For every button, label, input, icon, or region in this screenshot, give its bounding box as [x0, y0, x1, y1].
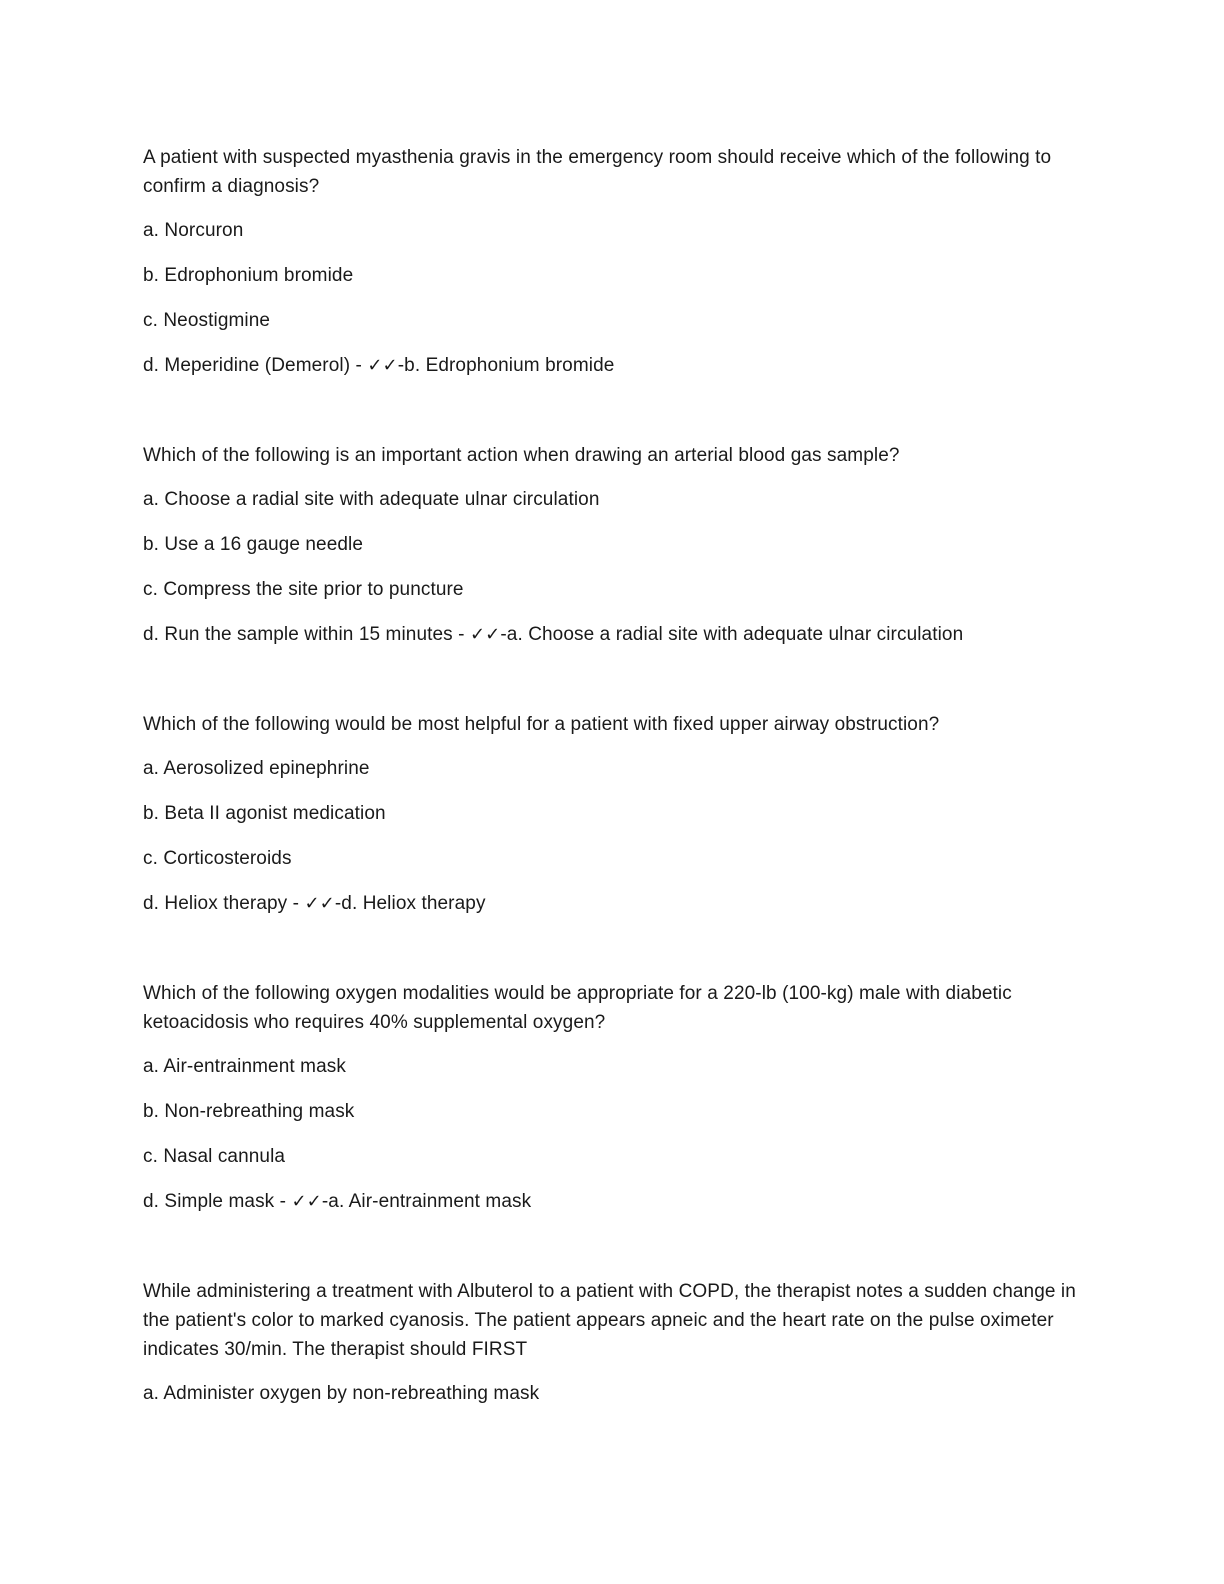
option-c: c. Neostigmine	[143, 310, 271, 331]
option-d: d. Meperidine (Demerol) -	[143, 355, 368, 376]
option-b: b. Beta II agonist medication	[143, 803, 386, 824]
option-a: a. Choose a radial site with adequate ulnar circulation	[143, 489, 600, 510]
question-text: A patient with suspected myasthenia gravis in the emergency room should receive which of the following to confirm a diagnosis?	[143, 147, 1052, 197]
option-d-with-answer	[143, 351, 1083, 380]
option-b: b. Edrophonium bromide	[143, 265, 354, 286]
question-text: Which of the following oxygen modalities would be appropriate for a 220-lb (100-kg) male with diabetic ketoacidosis who requires 40% supplemental oxygen?	[143, 983, 1012, 1033]
option-a: a. Air-entrainment mask	[143, 1056, 346, 1077]
option-d: d. Heliox therapy -	[143, 893, 305, 914]
option-d: d. Simple mask -	[143, 1191, 292, 1212]
question-block	[143, 143, 1083, 380]
option-b: b. Non-rebreathing mask	[143, 1101, 355, 1122]
question-block	[143, 979, 1083, 1216]
question-text: While administering a treatment with Albuterol to a patient with COPD, the therapist notes a sudden change in the patient's color to marked cyanosis. The patient appears apneic and the heart rate on the pulse oximeter indicates 30/min. The therapist should FIRST	[143, 1281, 1076, 1360]
option-c: c. Compress the site prior to puncture	[143, 579, 464, 600]
option-d-with-answer	[143, 1187, 1083, 1216]
question-text: Which of the following is an important action when drawing an arterial blood gas sample?	[143, 445, 900, 466]
answer-text: -b. Edrophonium bromide	[397, 355, 615, 376]
question-block	[143, 441, 1083, 649]
option-b: b. Use a 16 gauge needle	[143, 534, 364, 555]
check-mark-icon: ✓✓	[367, 355, 398, 376]
answer-text: -d. Heliox therapy	[334, 893, 486, 914]
question-block	[143, 1277, 1083, 1408]
option-d-with-answer	[143, 889, 1083, 918]
option-d: d. Run the sample within 15 minutes -	[143, 624, 470, 645]
question-text: Which of the following would be most helpful for a patient with fixed upper airway obstruction?	[143, 714, 940, 735]
answer-text: -a. Choose a radial site with adequate ulnar circulation	[500, 624, 964, 645]
option-d-with-answer	[143, 620, 1083, 649]
option-c: c. Corticosteroids	[143, 848, 292, 869]
check-mark-icon: ✓✓	[469, 624, 501, 645]
check-mark-icon: ✓✓	[304, 893, 335, 914]
check-mark-icon: ✓✓	[291, 1191, 322, 1212]
question-block	[143, 710, 1083, 918]
answer-text: -a. Air-entrainment mask	[321, 1191, 532, 1212]
document-content	[143, 143, 1083, 1469]
option-a: a. Norcuron	[143, 220, 244, 241]
option-c: c. Nasal cannula	[143, 1146, 286, 1167]
option-a: a. Administer oxygen by non-rebreathing mask	[143, 1383, 540, 1404]
option-a: a. Aerosolized epinephrine	[143, 758, 370, 779]
